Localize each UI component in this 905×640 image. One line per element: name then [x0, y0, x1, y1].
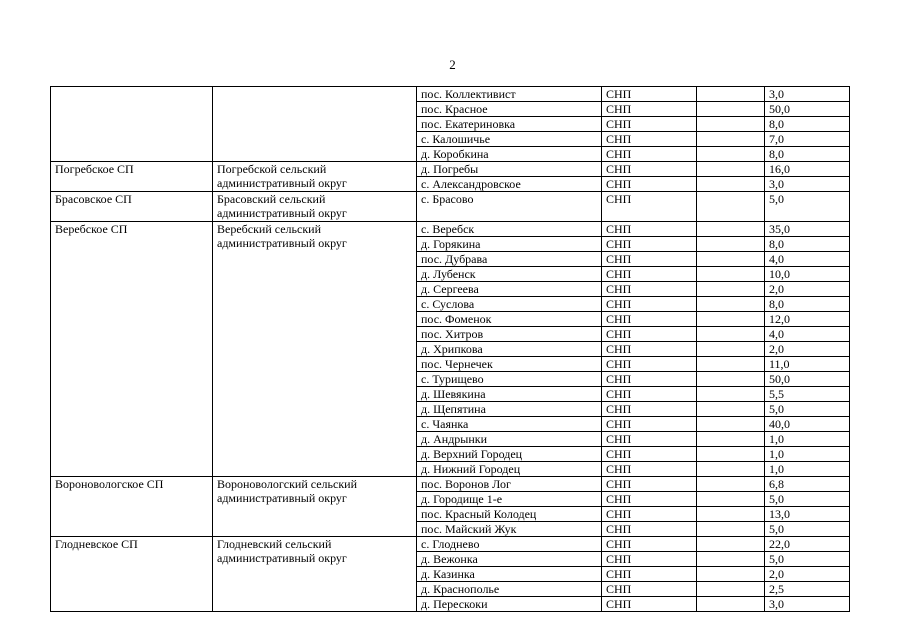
settlement-cell: д. Хрипкова	[417, 342, 602, 357]
settlement-cell: с. Чаянка	[417, 417, 602, 432]
settlement-cell: д. Шевякина	[417, 387, 602, 402]
type-cell: СНП	[602, 87, 697, 102]
type-cell: СНП	[602, 537, 697, 552]
settlement-cell: пос. Дубрава	[417, 252, 602, 267]
table-row	[51, 87, 850, 102]
value-cell: 2,0	[765, 282, 850, 297]
settlements-table	[50, 86, 850, 612]
empty-cell	[697, 147, 765, 162]
value-cell: 10,0	[765, 267, 850, 282]
settlement-cell: с. Александровское	[417, 177, 602, 192]
settlement-cell: д. Сергеева	[417, 282, 602, 297]
settlement-cell: пос. Екатериновка	[417, 117, 602, 132]
value-cell: 5,5	[765, 387, 850, 402]
empty-cell	[697, 162, 765, 177]
okrug-cell: Брасовский сельский административный округ	[213, 192, 417, 222]
settlement-cell: д. Нижний Городец	[417, 462, 602, 477]
settlement-cell: пос. Коллективист	[417, 87, 602, 102]
empty-cell	[697, 462, 765, 477]
settlement-cell: пос. Майский Жук	[417, 522, 602, 537]
value-cell: 8,0	[765, 297, 850, 312]
type-cell: СНП	[602, 162, 697, 177]
settlement-cell: д. Городище 1-е	[417, 492, 602, 507]
settlement-cell: с. Глоднево	[417, 537, 602, 552]
district-cell: Брасовское СП	[51, 192, 213, 222]
settlement-cell: пос. Чернечек	[417, 357, 602, 372]
empty-cell	[697, 417, 765, 432]
type-cell: СНП	[602, 327, 697, 342]
empty-cell	[697, 222, 765, 237]
table-body	[51, 87, 850, 612]
district-cell	[51, 87, 213, 162]
empty-cell	[697, 522, 765, 537]
page-number: 2	[449, 57, 456, 72]
type-cell: СНП	[602, 147, 697, 162]
value-cell: 22,0	[765, 537, 850, 552]
settlement-cell: с. Суслова	[417, 297, 602, 312]
empty-cell	[697, 312, 765, 327]
empty-cell	[697, 477, 765, 492]
value-cell: 3,0	[765, 87, 850, 102]
value-cell: 50,0	[765, 372, 850, 387]
empty-cell	[697, 132, 765, 147]
value-cell: 12,0	[765, 312, 850, 327]
empty-cell	[697, 117, 765, 132]
type-cell: СНП	[602, 267, 697, 282]
type-cell: СНП	[602, 447, 697, 462]
value-cell: 50,0	[765, 102, 850, 117]
value-cell: 1,0	[765, 462, 850, 477]
type-cell: СНП	[602, 387, 697, 402]
district-cell: Глодневское СП	[51, 537, 213, 612]
settlement-cell: пос. Хитров	[417, 327, 602, 342]
empty-cell	[697, 87, 765, 102]
okrug-cell: Погребской сельский административный округ	[213, 162, 417, 192]
settlement-cell: д. Щепятина	[417, 402, 602, 417]
settlement-cell: с. Турищево	[417, 372, 602, 387]
okrug-cell	[213, 87, 417, 162]
settlement-cell: с. Веребск	[417, 222, 602, 237]
settlement-cell: с. Брасово	[417, 192, 602, 222]
type-cell: СНП	[602, 462, 697, 477]
empty-cell	[697, 597, 765, 612]
empty-cell	[697, 492, 765, 507]
value-cell: 1,0	[765, 447, 850, 462]
empty-cell	[697, 552, 765, 567]
empty-cell	[697, 537, 765, 552]
value-cell: 5,0	[765, 402, 850, 417]
type-cell: СНП	[602, 192, 697, 222]
settlement-cell: д. Лубенск	[417, 267, 602, 282]
type-cell: СНП	[602, 297, 697, 312]
table-row	[51, 222, 850, 237]
district-cell: Вороновологское СП	[51, 477, 213, 537]
okrug-cell: Вороновологский сельский административный округ	[213, 477, 417, 537]
value-cell: 2,0	[765, 342, 850, 357]
value-cell: 2,0	[765, 567, 850, 582]
type-cell: СНП	[602, 222, 697, 237]
empty-cell	[697, 447, 765, 462]
type-cell: СНП	[602, 417, 697, 432]
settlement-cell: пос. Воронов Лог	[417, 477, 602, 492]
empty-cell	[697, 327, 765, 342]
type-cell: СНП	[602, 522, 697, 537]
type-cell: СНП	[602, 597, 697, 612]
settlement-cell: пос. Красное	[417, 102, 602, 117]
table-row	[51, 537, 850, 552]
empty-cell	[697, 282, 765, 297]
empty-cell	[697, 357, 765, 372]
type-cell: СНП	[602, 507, 697, 522]
value-cell: 8,0	[765, 237, 850, 252]
value-cell: 6,8	[765, 477, 850, 492]
empty-cell	[697, 402, 765, 417]
value-cell: 7,0	[765, 132, 850, 147]
settlement-cell: д. Погребы	[417, 162, 602, 177]
empty-cell	[697, 387, 765, 402]
value-cell: 5,0	[765, 192, 850, 222]
settlement-cell: д. Вежонка	[417, 552, 602, 567]
okrug-cell: Глодневский сельский административный округ	[213, 537, 417, 612]
type-cell: СНП	[602, 582, 697, 597]
settlement-cell: пос. Красный Колодец	[417, 507, 602, 522]
value-cell: 8,0	[765, 117, 850, 132]
empty-cell	[697, 102, 765, 117]
value-cell: 16,0	[765, 162, 850, 177]
type-cell: СНП	[602, 552, 697, 567]
value-cell: 13,0	[765, 507, 850, 522]
value-cell: 4,0	[765, 252, 850, 267]
settlement-cell: д. Верхний Городец	[417, 447, 602, 462]
type-cell: СНП	[602, 402, 697, 417]
value-cell: 11,0	[765, 357, 850, 372]
settlement-cell: д. Казинка	[417, 567, 602, 582]
type-cell: СНП	[602, 312, 697, 327]
value-cell: 5,0	[765, 492, 850, 507]
value-cell: 3,0	[765, 597, 850, 612]
okrug-cell: Веребский сельский административный округ	[213, 222, 417, 477]
type-cell: СНП	[602, 102, 697, 117]
type-cell: СНП	[602, 282, 697, 297]
type-cell: СНП	[602, 432, 697, 447]
value-cell: 3,0	[765, 177, 850, 192]
type-cell: СНП	[602, 177, 697, 192]
type-cell: СНП	[602, 252, 697, 267]
table-row	[51, 477, 850, 492]
type-cell: СНП	[602, 237, 697, 252]
value-cell: 35,0	[765, 222, 850, 237]
value-cell: 5,0	[765, 522, 850, 537]
type-cell: СНП	[602, 492, 697, 507]
value-cell: 4,0	[765, 327, 850, 342]
settlement-cell: пос. Фоменок	[417, 312, 602, 327]
type-cell: СНП	[602, 477, 697, 492]
empty-cell	[697, 567, 765, 582]
settlement-cell: д. Краснополье	[417, 582, 602, 597]
empty-cell	[697, 297, 765, 312]
empty-cell	[697, 237, 765, 252]
type-cell: СНП	[602, 132, 697, 147]
empty-cell	[697, 342, 765, 357]
type-cell: СНП	[602, 357, 697, 372]
empty-cell	[697, 192, 765, 222]
table-row	[51, 162, 850, 177]
value-cell: 40,0	[765, 417, 850, 432]
settlement-cell: с. Калошичье	[417, 132, 602, 147]
empty-cell	[697, 372, 765, 387]
type-cell: СНП	[602, 342, 697, 357]
empty-cell	[697, 252, 765, 267]
type-cell: СНП	[602, 567, 697, 582]
empty-cell	[697, 582, 765, 597]
empty-cell	[697, 177, 765, 192]
settlement-cell: д. Коробкина	[417, 147, 602, 162]
value-cell: 8,0	[765, 147, 850, 162]
type-cell: СНП	[602, 117, 697, 132]
settlement-cell: д. Горякина	[417, 237, 602, 252]
empty-cell	[697, 267, 765, 282]
empty-cell	[697, 432, 765, 447]
value-cell: 5,0	[765, 552, 850, 567]
value-cell: 2,5	[765, 582, 850, 597]
district-cell: Погребское СП	[51, 162, 213, 192]
settlement-cell: д. Андрынки	[417, 432, 602, 447]
district-cell: Веребское СП	[51, 222, 213, 477]
empty-cell	[697, 507, 765, 522]
settlement-cell: д. Перескоки	[417, 597, 602, 612]
table-row	[51, 192, 850, 222]
value-cell: 1,0	[765, 432, 850, 447]
type-cell: СНП	[602, 372, 697, 387]
